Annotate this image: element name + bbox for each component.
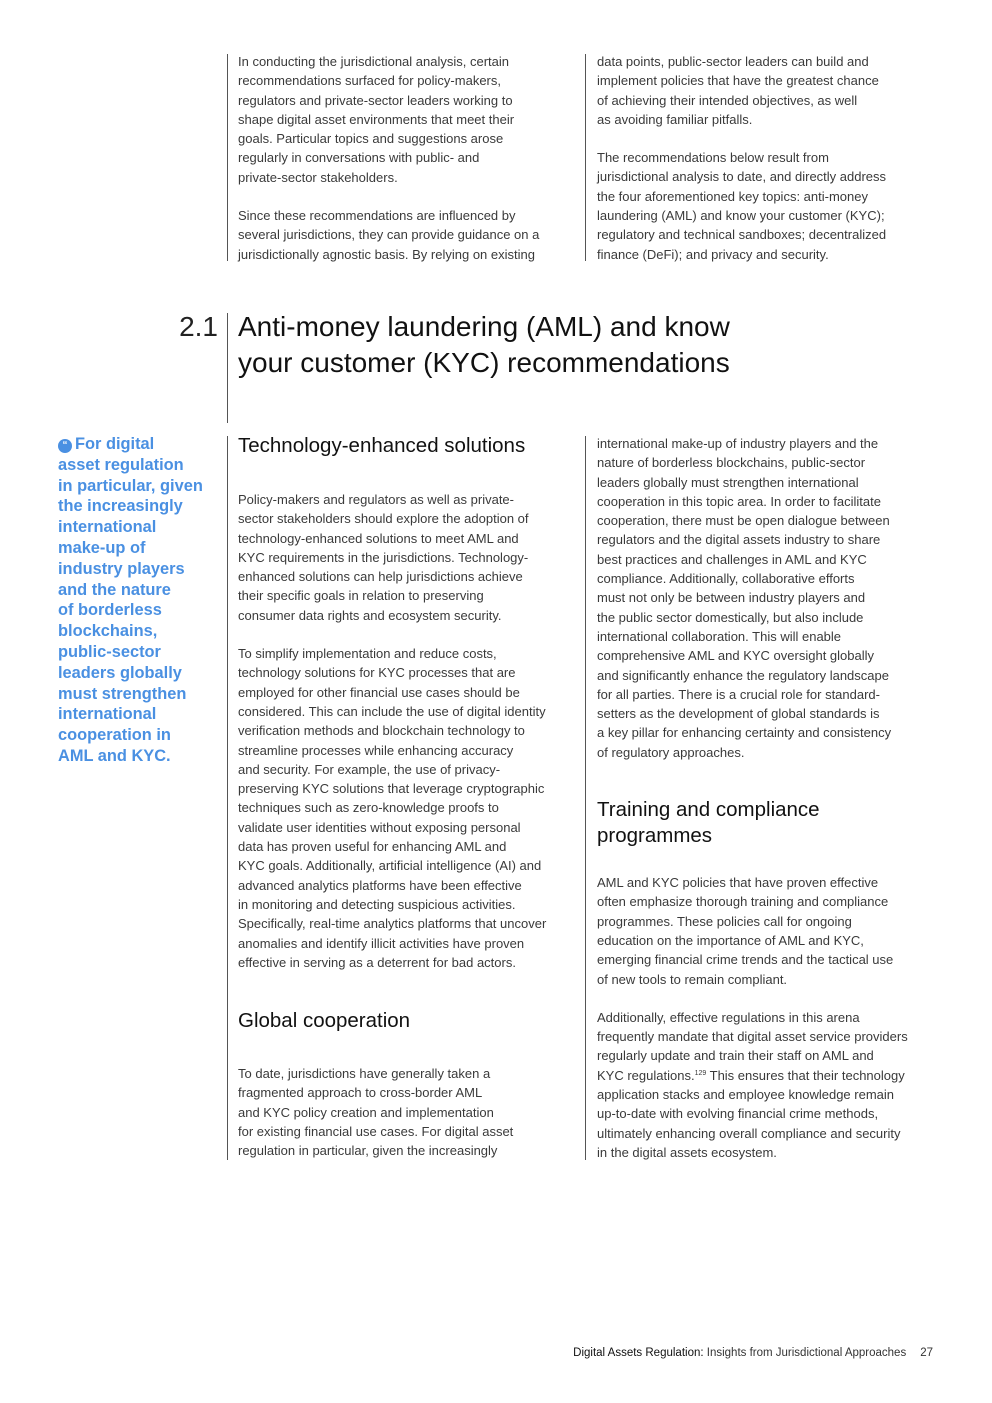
global-paragraph-continued: international make-up of industry players and the nature of borderless blockchains, public-sector leaders globally must strengthen international cooperation in this topic area. In order to facilitate cooperation, there must be open dialogue between regulators and the digital assets industry to share best practices and challenges in AML and KYC compliance. Additionally, collaborative efforts must not only be between industry players and the public sector domestically, but also include international collaboration. This will enable comprehensive AML and KYC oversight globally and significantly enhance the regulatory landscape for all parties. There is a crucial role for standard- setters as the development of global standards is a key pillar for enhancing certainty and consistency of regulatory approaches.: [597, 436, 892, 760]
tech-paragraph-1: Policy-makers and regulators as well as private- sector stakeholders should explore the adoption of technology-enhanced solutions to meet AML and KYC requirements in the jurisdictions. Technology- enhanced solutions can help jurisdictions achieve their specific goals in relation to preserving consumer data rights and ecosystem security.: [238, 492, 529, 623]
page-number: 27: [920, 1347, 933, 1359]
intro-left-rule: [227, 54, 228, 261]
global-paragraph: To date, jurisdictions have generally taken a fragmented approach to cross-border AML and KYC policy creation and implementation for existing financial use cases. For digital asset regulation in particular, given the increasingly: [238, 1066, 514, 1159]
training-paragraph-2-start: Additionally, effective regulations in this arena frequently mandate that digital asset service providers regularly update and train their staff on AML and KYC regulations.: [597, 1009, 908, 1083]
intro-paragraph-3: data points, public-sector leaders can build and implement policies that have the greatest chance of achieving their intended objectives, as well as avoiding familiar pitfalls.: [597, 54, 879, 127]
intro-paragraph-2: Since these recommendations are influenced by several jurisdictions, they can provide guidance on a jurisdictionally agnostic basis. By relying on existing: [238, 208, 540, 262]
section-title: Anti-money laundering (AML) and know your customer (KYC) recommendations: [238, 311, 730, 378]
footnote-reference[interactable]: 129: [694, 1069, 707, 1077]
intro-right-column: [597, 52, 937, 264]
intro-right-rule: [585, 54, 586, 261]
heading-global-cooperation: Global cooperation: [238, 1009, 411, 1033]
training-paragraph-2-end: This ensures that their technology application stacks and employee knowledge remain up-to-date with evolving financial crime methods, ultimately enhancing overall compliance and security in the digital assets ecosystem.: [597, 1067, 905, 1160]
footer-report-subtitle: Insights from Jurisdictional Approaches: [703, 1347, 907, 1359]
footer-report-title: Digital Assets Regulation:: [573, 1347, 704, 1359]
heading-technology-enhanced-solutions: Technology-enhanced solutions: [238, 434, 526, 457]
intro-left-column: [238, 52, 578, 264]
main-left-rule: [227, 436, 228, 1160]
main-right-rule: [585, 436, 586, 1160]
heading-training-and-compliance: Training and compliance programmes: [597, 798, 820, 848]
intro-paragraph-4: The recommendations below result from jurisdictional analysis to date, and directly address the four aforementioned key topics: anti-money laundering (AML) and know your customer (KYC); regulatory and technical sandboxes; decentralized finance (DeFi); and privacy and security.: [597, 150, 887, 262]
quote-icon: “: [58, 439, 72, 453]
main-left-column: [238, 433, 580, 1161]
tech-paragraph-2: To simplify implementation and reduce costs, technology solutions for KYC processes that are employed for other financial use cases should be considered. This can include the use of digital identity verification methods and blockchain technology to streamline processes while enhancing accuracy and security. For example, the use of privacy- preserving KYC solutions that leverage cryptographic techniques such as zero-knowledge proofs to validate user identities without exposing personal data has proven useful for enhancing AML and KYC goals. Additionally, artificial intelligence (AI) and advanced analytics platforms have been effective in monitoring and detecting suspicious activities. Specifically, real-time analytics platforms that uncover anomalies and identify illicit activities have proven effective in serving as a deterrent for bad actors.: [238, 646, 547, 970]
training-paragraph-2: [597, 1008, 942, 1162]
intro-paragraph-1: In conducting the jurisdictional analysis, certain recommendations surfaced for policy-makers, regulators and private-sector leaders working to shape digital asset environments that meet their goals. Particular topics and suggestions arose regularly in conversations with public- and private-sector stakeholders.: [238, 54, 515, 185]
pull-quote-text: For digital asset regulation in particular, given the increasingly international make-up of industry players and the nature of borderless blockchains, public-sector leaders globally must strengthen international cooperation in AML and KYC.: [58, 435, 203, 765]
training-paragraph-1: AML and KYC policies that have proven effective often emphasize thorough training and compliance programmes. These policies call for ongoing education on the importance of AML and KYC, emerging financial crime trends and the tactical use of new tools to remain compliant.: [597, 875, 894, 987]
section-number: 2.1: [179, 311, 218, 342]
pull-quote: [58, 434, 218, 767]
main-right-column: [597, 434, 942, 1162]
section-rule: [227, 313, 228, 423]
page-footer: [573, 1347, 933, 1359]
